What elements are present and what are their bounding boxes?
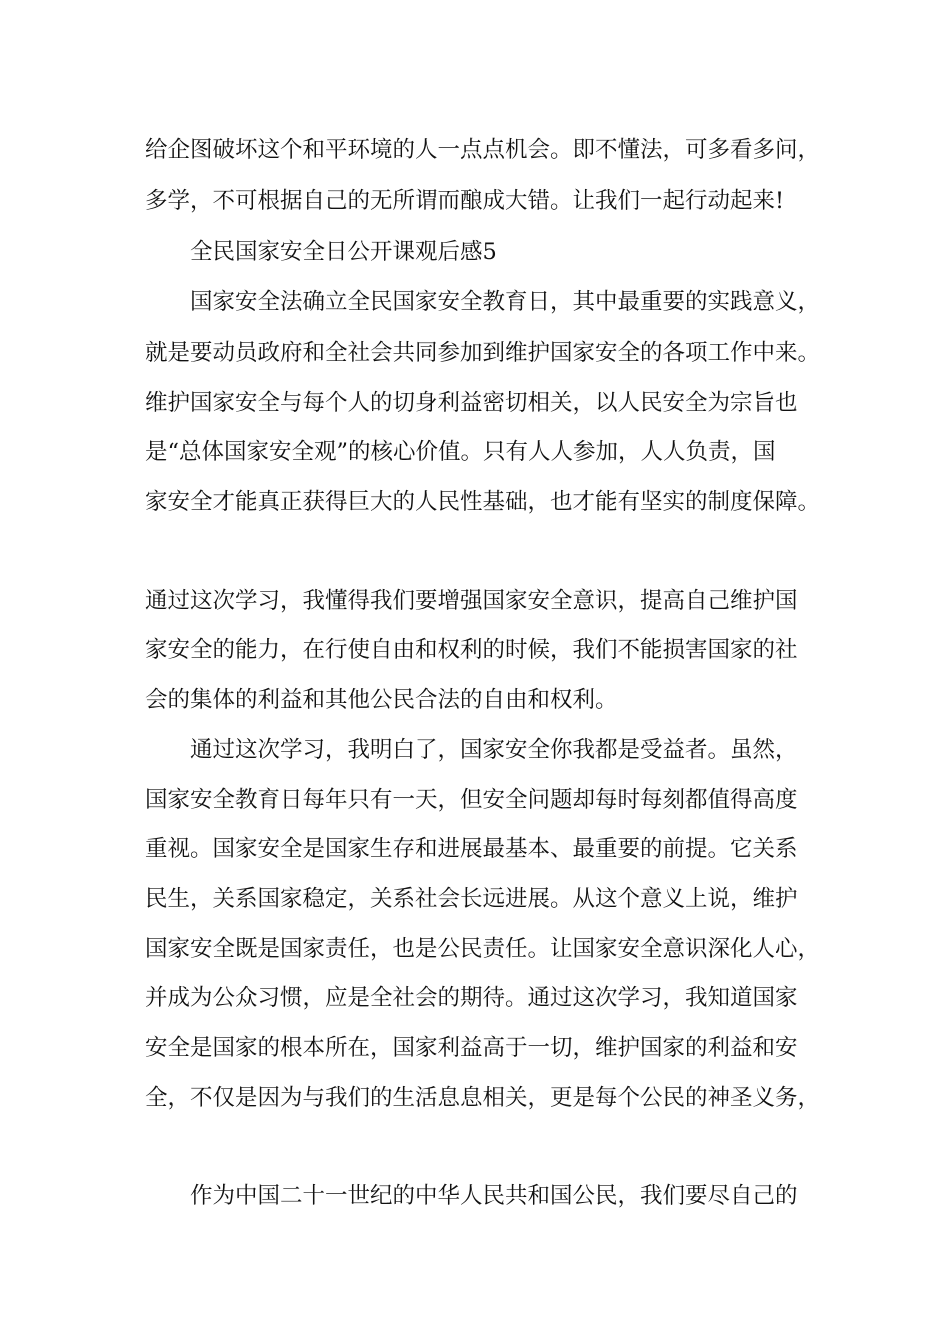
text-line: 安全是国家的根本所在，国家利益高于一切，维护国家的利益和安 (145, 1035, 798, 1061)
text-line: 多学，不可根据自己的无所谓而酿成大错。让我们一起行动起来! (145, 188, 785, 214)
text-line: 会的集体的利益和其他公民合法的自由和权利。 (145, 687, 618, 713)
text-line: 民生，关系国家稳定，关系社会长远进展。从这个意义上说，维护 (145, 886, 798, 912)
text-line: 国家安全既是国家责任，也是公民责任。让国家安全意识深化人心， (145, 936, 821, 962)
text-line: 维护国家安全与每个人的切身利益密切相关，以人民安全为宗旨也 (145, 390, 798, 416)
text-line: 家安全的能力，在行使自由和权利的时候，我们不能损害国家的社 (145, 637, 798, 663)
text-line: 家安全才能真正获得巨大的人民性基础，也才能有坚实的制度保障。 (145, 489, 821, 515)
text-line: 就是要动员政府和全社会共同参加到维护国家安全的各项工作中来。 (145, 340, 821, 366)
text-line: 给企图破坏这个和平环境的人一点点机会。即不懂法，可多看多问， (145, 137, 821, 163)
text-line: 作为中国二十一世纪的中华人民共和国公民，我们要尽自己的 (190, 1183, 798, 1209)
text-line: 全，不仅是因为与我们的生活息息相关，更是每个公民的神圣义务， (145, 1085, 821, 1111)
text-line: 并成为公众习惯，应是全社会的期待。通过这次学习，我知道国家 (145, 985, 798, 1011)
text-line: 重视。国家安全是国家生存和进展最基本、最重要的前提。它关系 (145, 836, 798, 862)
text-line: 国家安全教育日每年只有一天，但安全问题却每时每刻都值得高度 (145, 787, 798, 813)
text-line: 是“总体国家安全观”的核心价值。只有人人参加，人人负责，国 (145, 439, 776, 465)
text-line: 通过这次学习，我懂得我们要增强国家安全意识，提高自己维护国 (145, 588, 798, 614)
text-line: 国家安全法确立全民国家安全教育日，其中最重要的实践意义， (190, 289, 821, 315)
section-heading: 全民国家安全日公开课观后感5 (190, 239, 497, 265)
text-line: 通过这次学习，我明白了，国家安全你我都是受益者。虽然， (190, 737, 798, 763)
